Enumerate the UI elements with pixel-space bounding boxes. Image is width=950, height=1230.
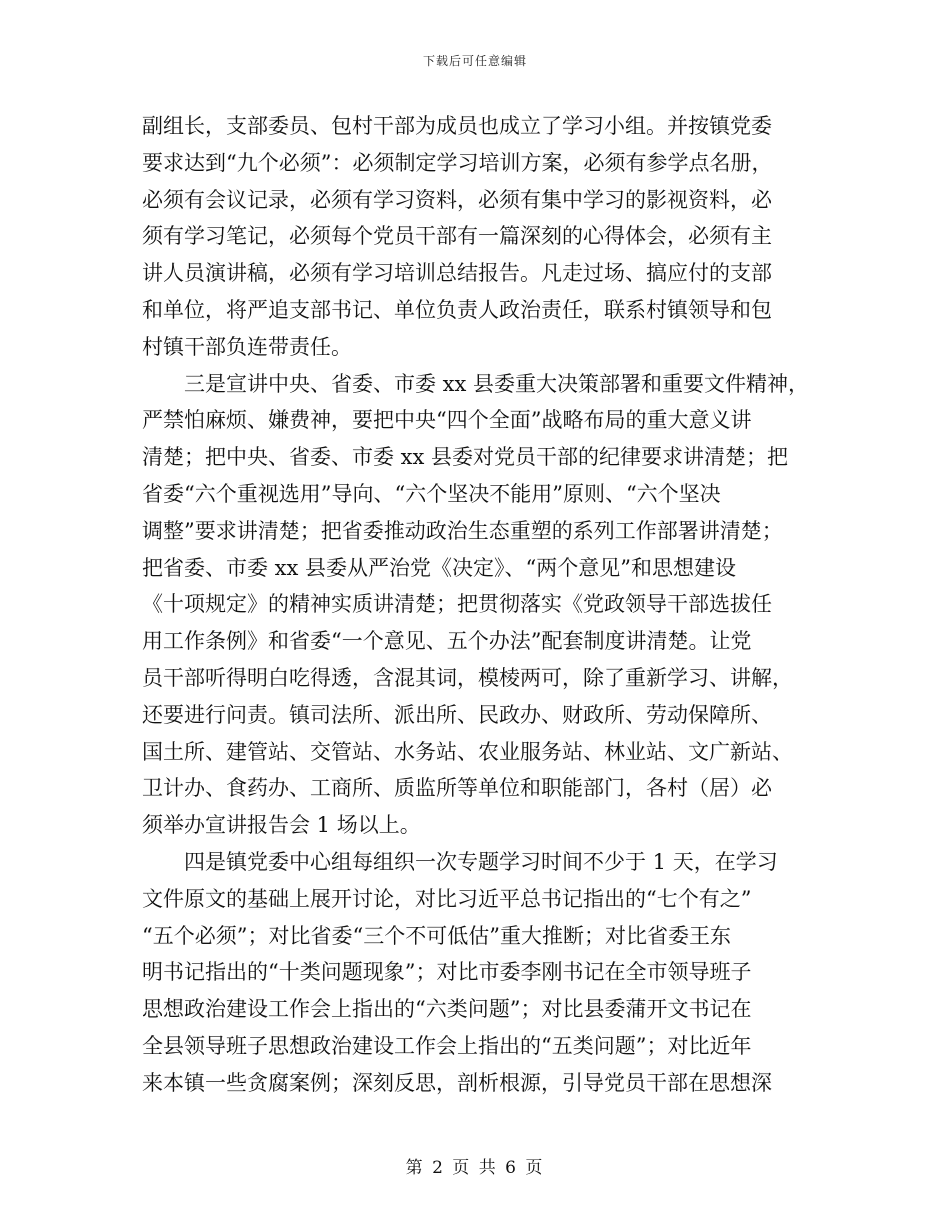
text-line: 来本镇一些贪腐案例；深刻反思，剖析根源，引导党员干部在思想深 bbox=[142, 1070, 772, 1095]
text-line: “五个必须”；对比省委“三个不可低估”重大推断；对比省委王东 bbox=[142, 923, 731, 948]
text-line: 还要进行问责。镇司法所、派出所、民政办、财政所、劳动保障所、 bbox=[142, 702, 772, 727]
text-line: 明书记指出的“十类问题现象”；对比市委李刚书记在全市领导班子 bbox=[142, 960, 752, 985]
text-line: 文件原文的基础上展开讨论，对比习近平总书记指出的“七个有之” bbox=[142, 886, 752, 911]
text-line: 村镇干部负连带责任。 bbox=[142, 334, 352, 359]
text-line: 和单位，将严追支部书记、单位负责人政治责任，联系村镇领导和包 bbox=[142, 297, 772, 322]
text-line: 讲人员演讲稿，必须有学习培训总结报告。凡走过场、搞应付的支部 bbox=[142, 261, 772, 286]
text-line: 调整”要求讲清楚；把省委推动政治生态重塑的系列工作部署讲清楚； bbox=[142, 518, 783, 543]
text-line: 省委“六个重视选用”导向、“六个坚决不能用”原则、“六个坚决 bbox=[142, 481, 721, 506]
text-line: 把省委、市委 xx 县委从严治党《决定》、“两个意见”和思想建设 bbox=[142, 555, 737, 580]
text-line: 要求达到“九个必须”：必须制定学习培训方案，必须有参学点名册， bbox=[142, 150, 773, 175]
text-line: 思想政治建设工作会上指出的“六类问题”；对比县委蒲开文书记在 bbox=[142, 997, 752, 1022]
text-line: 清楚；把中央、省委、市委 xx 县委对党员干部的纪律要求讲清楚；把 bbox=[142, 445, 789, 470]
page-header: 下载后可任意编辑 bbox=[422, 54, 527, 68]
document-body bbox=[142, 108, 810, 1102]
paragraph-first-line: 三是宣讲中央、省委、市委 xx 县委重大决策部署和重要文件精神， bbox=[184, 371, 810, 396]
text-line: 须举办宣讲报告会 1 场以上。 bbox=[142, 813, 421, 838]
text-line: 用工作条例》和省委“一个意见、五个办法”配套制度讲清楚。让党 bbox=[142, 629, 752, 654]
text-line: 必须有会议记录，必须有学习资料，必须有集中学习的影视资料，必 bbox=[142, 187, 772, 212]
text-line: 须有学习笔记，必须每个党员干部有一篇深刻的心得体会，必须有主 bbox=[142, 224, 772, 249]
text-line: 副组长，支部委员、包村干部为成员也成立了学习小组。并按镇党委 bbox=[142, 114, 772, 138]
text-line: 《十项规定》的精神实质讲清楚；把贯彻落实《党政领导干部选拔任 bbox=[142, 592, 772, 617]
text-line: 严禁怕麻烦、嫌费神，要把中央“四个全面”战略布局的重大意义讲 bbox=[142, 408, 752, 433]
paragraph-first-line: 四是镇党委中心组每组织一次专题学习时间不少于 1 天，在学习 bbox=[184, 849, 778, 874]
text-line: 卫计办、食药办、工商所、质监所等单位和职能部门，各村（居）必 bbox=[142, 776, 772, 801]
text-line: 全县领导班子思想政治建设工作会上指出的“五类问题”；对比近年 bbox=[142, 1033, 752, 1058]
page-footer: 第 2 页 共 6 页 bbox=[405, 1158, 545, 1178]
text-line: 员干部听得明白吃得透，含混其词，模棱两可，除了重新学习、讲解， bbox=[142, 665, 793, 690]
text-line: 国土所、建管站、交管站、水务站、农业服务站、林业站、文广新站、 bbox=[142, 739, 793, 764]
